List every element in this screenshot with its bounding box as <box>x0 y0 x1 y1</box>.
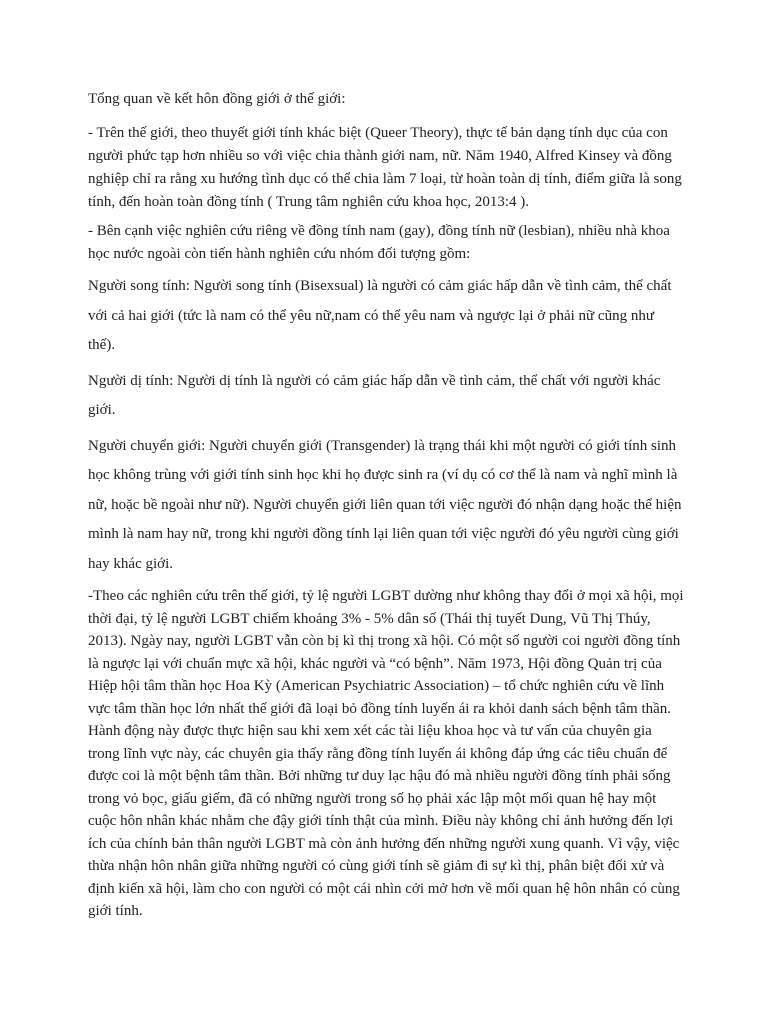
paragraph-bisexual: Người song tính: Người song tính (Bisexsual) là người có cảm giác hấp dẫn về tình cảm, thể chất với cả hai giới (tức là nam có thể yêu nữ,nam có thể yêu nam và ngược lại ở phải nữ cũng như thế). <box>88 278 672 353</box>
paragraph-research-groups: - Bên cạnh việc nghiên cứu riêng về đồng tính nam (gay), đồng tính nữ (lesbian), nhiều nhà khoa học nước ngoài còn tiến hành nghiên cứu nhóm đối tượng gồm: <box>88 223 670 262</box>
paragraph-lgbt-statistics: -Theo các nghiên cứu trên thế giới, tỷ lệ người LGBT dường như không thay đổi ở mọi xã hội, mọi thời đại, tỷ lệ người LGBT chiếm khoảng 3% - 5% dân số (Thái thị tuyết Dung, Vũ Thị Thúy, 2013). Ngày nay, người LGBT vẫn còn bị kì thị trong xã hội. Có một số người coi người đồng tính là ngược lại với chuẩn mực xã hội, khác người và “có bệnh”. Năm 1973, Hội đồng Quản trị của Hiệp hội tâm thần học Hoa Kỳ (American Psychiatric Association) – tổ chức nghiên cứu về lĩnh vực tâm thần học lớn nhất thế giới đã loại bỏ đồng tính luyến ái ra khỏi danh sách bệnh tâm thần. Hành động này được thực hiện sau khi xem xét các tài liệu khoa học và tư vấn của chuyên gia trong lĩnh vực này, các chuyên gia thấy rằng đồng tính luyến ái không đáp ứng các tiêu chuẩn để được coi là một bệnh tâm thần. Bởi những tư duy lạc hậu đó mà nhiều người đồng tính phải sống trong vỏ bọc, giấu giếm, đã có những người trong số họ phải xác lập một mối quan hệ hay một cuộc hôn nhân khác nhằm che đậy giới tính thật của mình. Điều này không chỉ ảnh hưởng đến lợi ích của chính bản thân người LGBT mà còn ảnh hưởng đến những người xung quanh. Vì vậy, việc thừa nhận hôn nhân giữa những người có cùng giới tính sẽ giảm đi sự kì thị, phân biệt đối xử và định kiến xã hội, làm cho con người có một cái nhìn cởi mở hơn về mối quan hệ hôn nhân có cùng giới tính. <box>88 588 684 919</box>
paragraph-heterosexual: Người dị tính: Người dị tính là người có cảm giác hấp dẫn về tình cảm, thể chất với người khác giới. <box>88 372 661 418</box>
paragraph-queer-theory: - Trên thế giới, theo thuyết giới tính khác biệt (Queer Theory), thực tế bản dạng tính dục của con người phức tạp hơn nhiều so với việc chia thành giới nam, nữ. Năm 1940, Alfred Kinsey và đồng nghiệp chỉ ra rằng xu hướng tình dục có thể chia làm 7 loại, từ hoàn toàn dị tính, điểm giữa là song tính, đến hoàn toàn đồng tính ( Trung tâm nghiên cứu khoa học, 2013:4 ). <box>88 125 682 210</box>
document-title: Tổng quan về kết hôn đồng giới ở thế giới: <box>88 91 346 107</box>
paragraph-transgender: Người chuyển giới: Người chuyển giới (Transgender) là trạng thái khi một người có giới tính sinh học không trùng với giới tính sinh học khi họ được sinh ra (ví dụ có cơ thể là nam và nghĩ mình là nữ, hoặc bề ngoài như nữ). Người chuyển giới liên quan tới việc người đó nhận dạng hoặc thể hiện mình là nam hay nữ, trong khi người đồng tính lại liên quan tới việc người đó yêu người cùng giới hay khác giới. <box>88 437 682 572</box>
